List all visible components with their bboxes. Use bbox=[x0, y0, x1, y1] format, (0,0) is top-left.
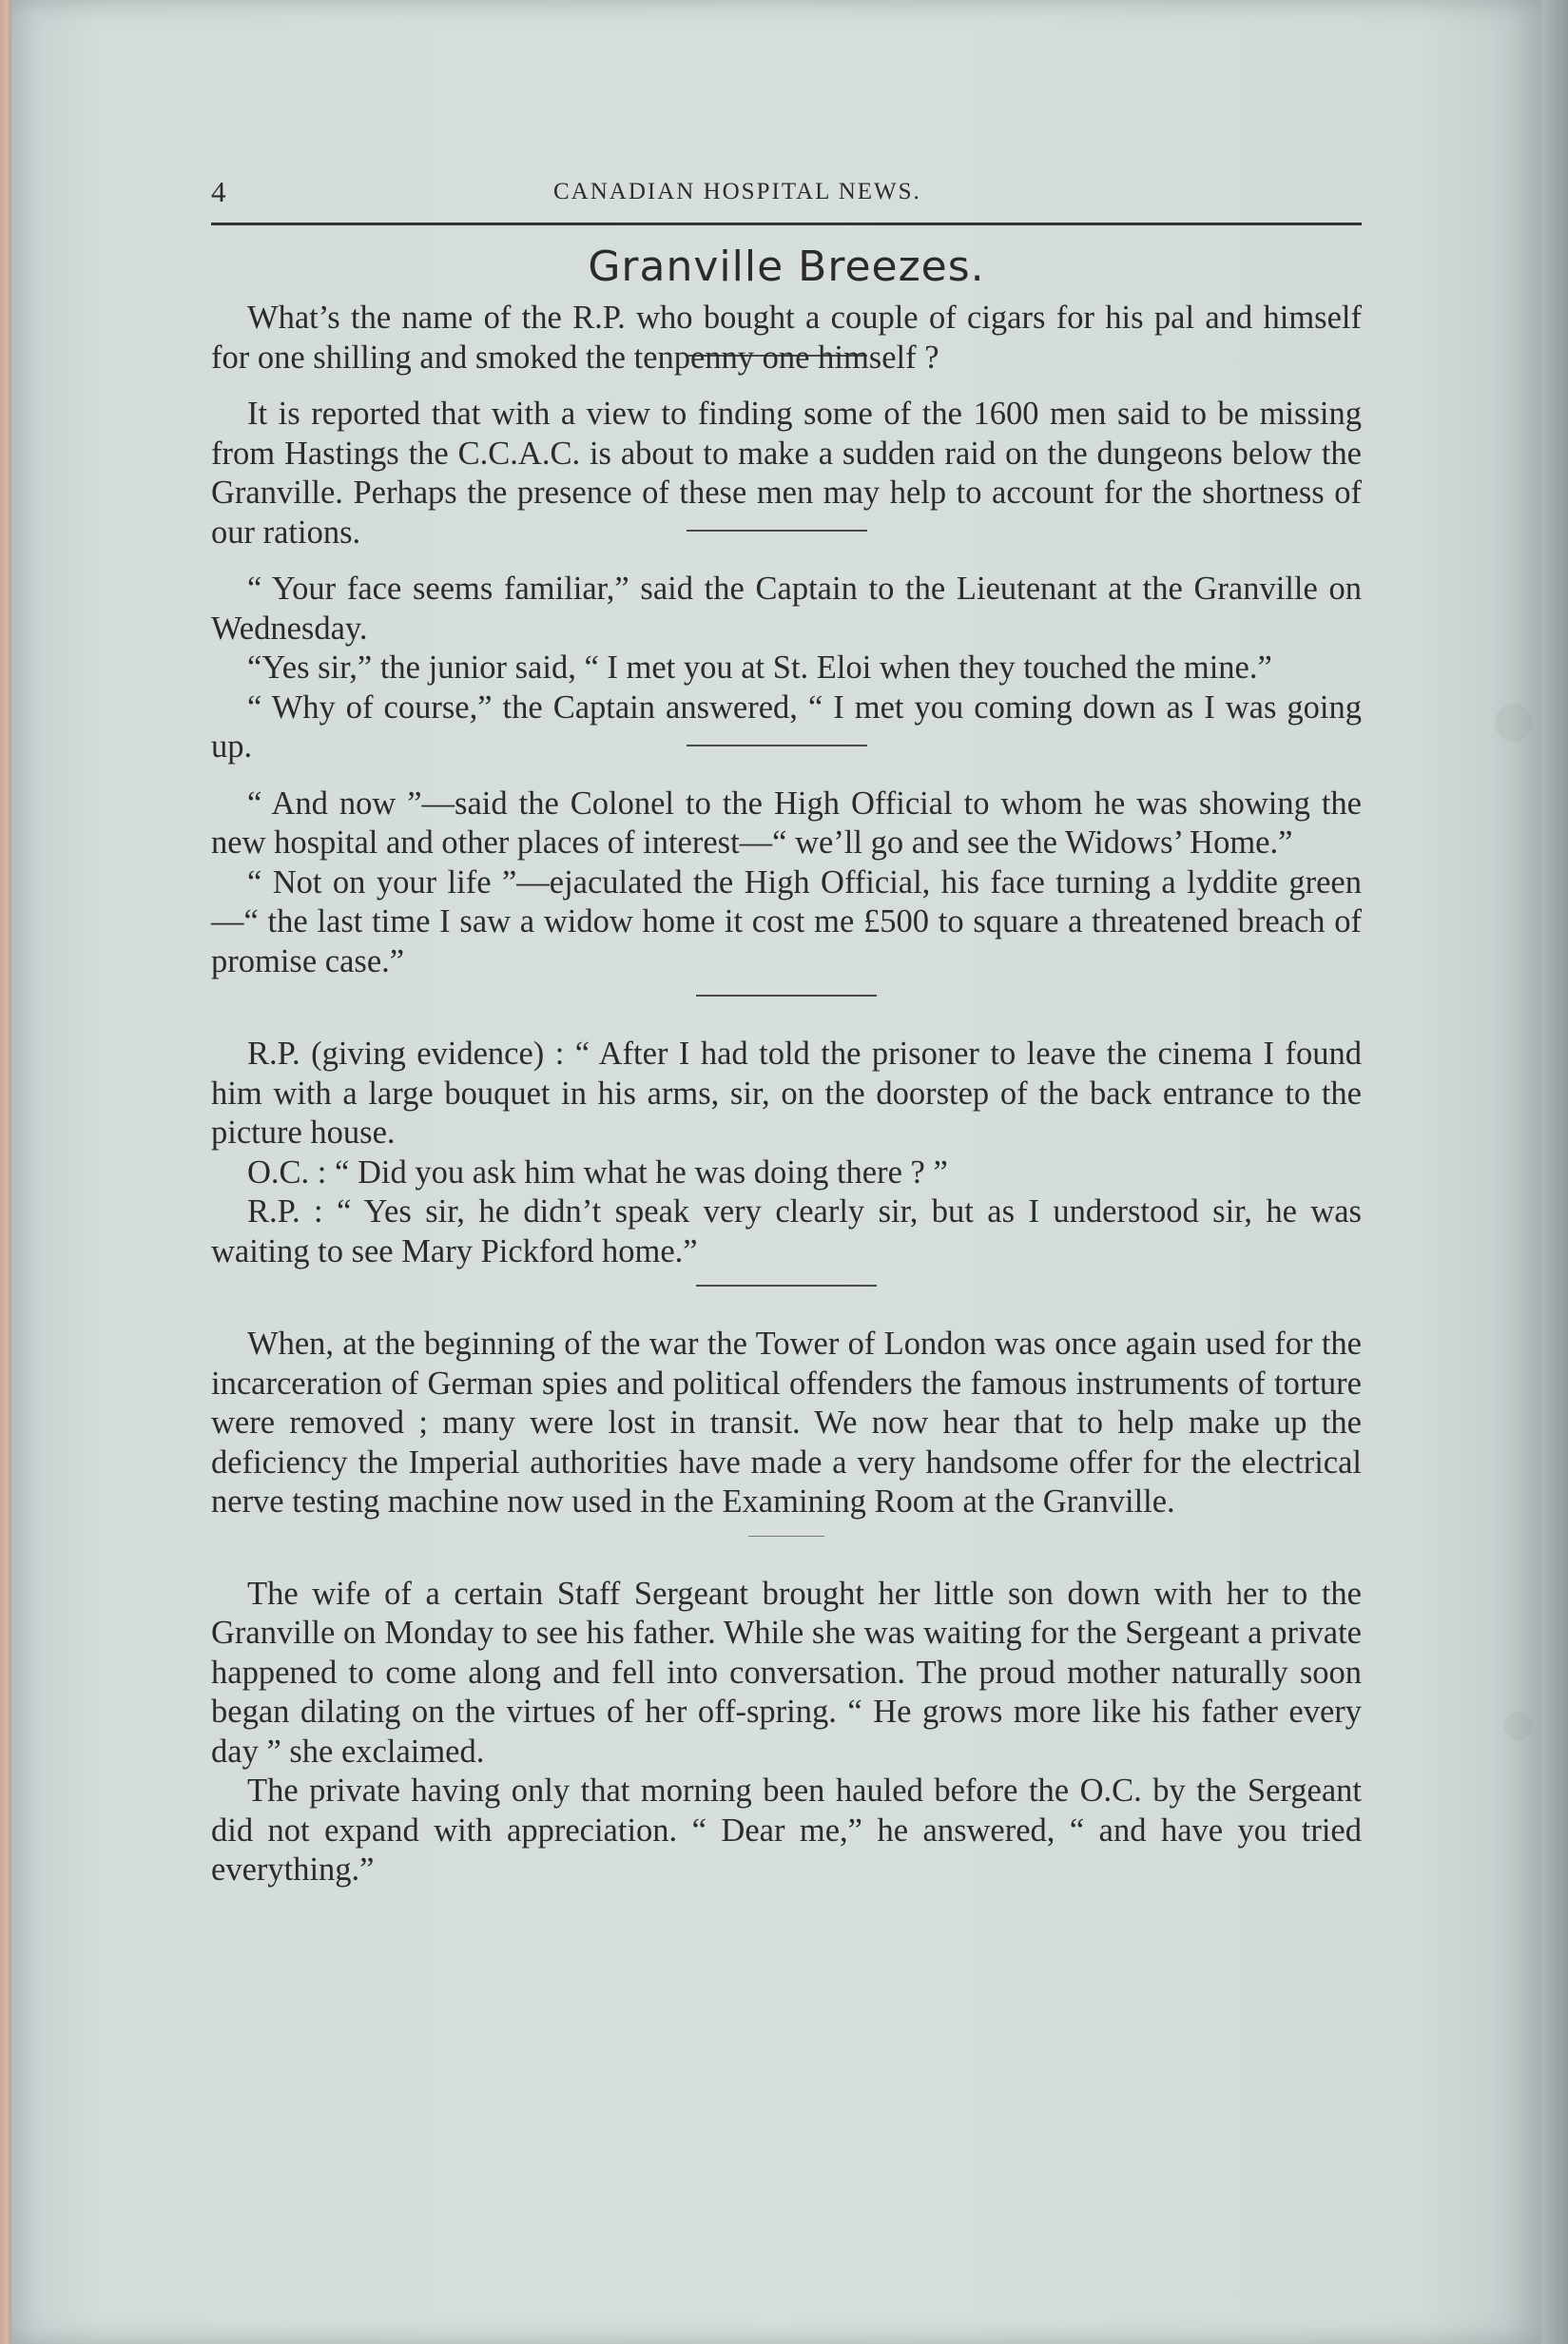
paragraph: When, at the beginning of the war the Tower of London was once again used for the incarceration of German spies and political offenders the famous instruments of torture were removed ; many were lost in transit. We now hear that to help make up the deficiency the Imperial authorities have made a very handsome offer for the electrical nerve testing machine now used in the Examining Room at the Granville. bbox=[211, 1326, 1362, 1520]
paragraph: “ Not on your life ”—ejaculated the High Official, his face turning a lyddite green—“ the last time I saw a widow home it cost me £500 to square a threatened breach of promise case.” bbox=[211, 863, 1362, 979]
paragraph: What’s the name of the R.P. who bought a couple of cigars for his pal and himself for one shilling and smoked the tenpenny one himself ? bbox=[211, 300, 1362, 376]
paragraph: “ Your face seems familiar,” said the Captain to the Lieutenant at the Granville on Wednesday. bbox=[211, 571, 1362, 647]
page-number: 4 bbox=[211, 175, 226, 208]
section-rule bbox=[696, 995, 877, 997]
paragraph: The wife of a certain Staff Sergeant brought her little son down with her to the Granville on Monday to see his father. While she was waiting for the Sergeant a private happened to come along and fell into conversation. The proud mother naturally soon began dilating on the virtues of her off-spring. “ He grows more like his father every day ” she exclaimed. bbox=[211, 1575, 1362, 1770]
paper-stain bbox=[1495, 704, 1533, 742]
paragraph: “ Why of course,” the Captain answered, “ I met you coming down as I was going up. bbox=[211, 688, 1362, 765]
header-rule bbox=[211, 223, 1362, 225]
section-rule bbox=[687, 530, 867, 532]
section-rule bbox=[687, 745, 867, 746]
paper-stain bbox=[1504, 1712, 1533, 1740]
paragraph: “Yes sir,” the junior said, “ I met you at St. Eloi when they touched the mine.” bbox=[247, 649, 1272, 686]
page-right-edge bbox=[1541, 0, 1568, 2344]
article-title: Granville Breezes. bbox=[588, 242, 985, 291]
running-head: CANADIAN HOSPITAL NEWS. bbox=[553, 179, 921, 204]
paragraph: R.P. : “ Yes sir, he didn’t speak very clearly sir, but as I understood sir, he was waiting to see Mary Pickford home.” bbox=[211, 1193, 1362, 1269]
section-rule bbox=[696, 1285, 877, 1287]
section-rule bbox=[748, 1536, 824, 1537]
page-left-edge bbox=[0, 0, 11, 2344]
page-header bbox=[211, 169, 1362, 217]
paragraph: R.P. (giving evidence) : “ After I had told the prisoner to leave the cinema I found him with a large bouquet in his arms, sir, on the doorstep of the back entrance to the picture house. bbox=[211, 1036, 1362, 1151]
paragraph: “ And now ”—said the Colonel to the High Official to whom he was showing the new hospital and other places of interest—“ we’ll go and see the Widows’ Home.” bbox=[211, 785, 1362, 861]
paragraph: The private having only that morning been hauled before the O.C. by the Sergeant did not expand with appreciation. “ Dear me,” he answered, “ and have you tried everything.” bbox=[211, 1773, 1362, 1888]
paragraph: O.C. : “ Did you ask him what he was doing there ? ” bbox=[247, 1153, 948, 1191]
paragraph: It is reported that with a view to finding some of the 1600 men said to be missing from Hastings the C.C.A.C. is about to make a sudden raid on the dungeons below the Granville. Perhaps the presence of these men may help to account for the shortness of our rations. bbox=[211, 396, 1362, 551]
article-body bbox=[211, 299, 1362, 1890]
